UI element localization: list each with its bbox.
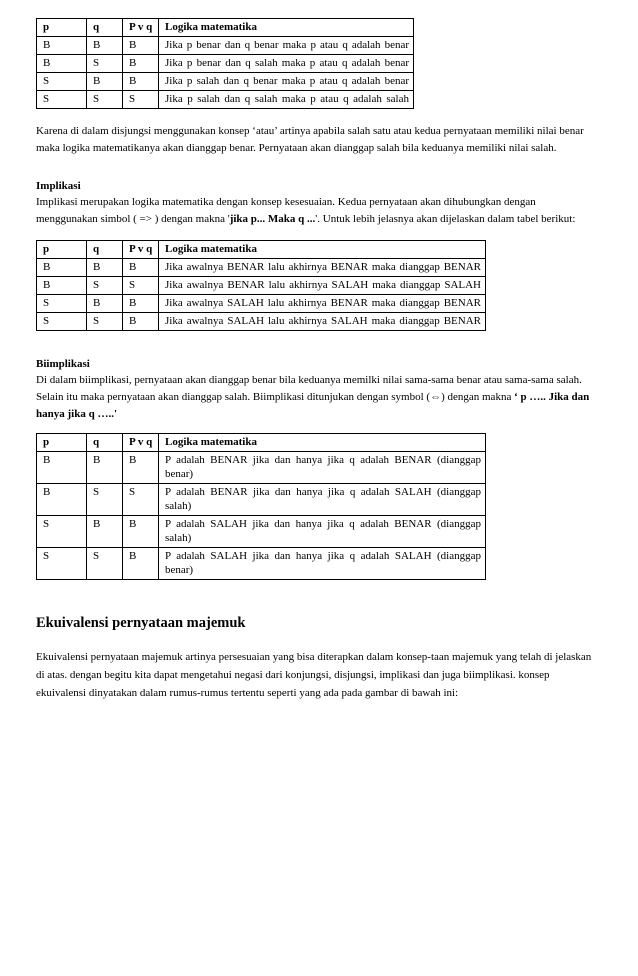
table-cell: S <box>37 91 87 109</box>
header-cell: q <box>87 19 123 37</box>
table-cell: Jika p benar dan q benar maka p atau q adalah benar <box>159 37 414 55</box>
table-row <box>37 91 414 109</box>
table-cell: B <box>123 313 159 331</box>
table-cell: B <box>37 259 87 277</box>
implikasi-bold-text: jika p... Maka q ... <box>229 213 316 225</box>
biimplikasi-text-mid: ) dengan makna <box>441 391 515 403</box>
table-row <box>37 37 414 55</box>
table-cell: B <box>87 259 123 277</box>
header-cell: Logika matematika <box>159 434 486 452</box>
table-cell: S <box>87 313 123 331</box>
table-cell: B <box>123 516 159 548</box>
table-row <box>37 484 486 516</box>
header-cell: p <box>37 19 87 37</box>
biimplikasi-paragraph <box>36 372 596 423</box>
table-cell: S <box>37 295 87 313</box>
table-cell: S <box>123 277 159 295</box>
table-cell: B <box>87 73 123 91</box>
table-cell: B <box>37 277 87 295</box>
table-cell: Jika awalnya SALAH lalu akhirnya SALAH maka dianggap BENAR <box>159 313 486 331</box>
ekuivalensi-heading: Ekuivalensi pernyataan majemuk <box>36 615 246 631</box>
table-cell: S <box>87 484 123 516</box>
table-cell: S <box>37 516 87 548</box>
table-cell: P adalah BENAR jika dan hanya jika q adalah BENAR (dianggap benar) <box>159 452 486 484</box>
table-row <box>37 55 414 73</box>
implikasi-heading: Implikasi <box>36 180 81 192</box>
implikasi-text-end: '. Untuk lebih jelasnya akan dijelaskan dalam tabel berikut: <box>315 213 576 225</box>
table-cell: B <box>123 37 159 55</box>
table-row <box>37 73 414 91</box>
biimplikasi-bold-text: ‘ p ….. Jika dan hanya jika q …..' <box>36 391 590 420</box>
table-header-row <box>37 19 414 37</box>
header-cell: p <box>37 241 87 259</box>
disjungsi-paragraph: Karena di dalam disjungsi menggunakan konsep ‘atau’ artinya apabila salah satu atau kedua pernyataan memiliki nilai benar maka logika matematikanya akan dianggap benar. Pernyataan akan dianggap salah bila keduanya memiliki nilai salah. <box>36 125 584 154</box>
table-cell: S <box>87 91 123 109</box>
table-row <box>37 548 486 580</box>
ekuivalensi-paragraph: Ekuivalensi pernyataan majemuk artinya persesuaian yang bisa diterapkan dalam konsep-taan majemuk yang telah di jelaskan di atas. dengan begitu kita dapat mengetahui negasi dari konjungsi, disjungsi, implikasi dan juga biimplikasi. konsep ekuivalensi dinyatakan dalam rumus-rumus tertentu seperti yang ada pada gambar di bawah ini: <box>36 651 592 699</box>
table-cell: B <box>87 452 123 484</box>
table-header-row <box>37 434 486 452</box>
header-cell: P v q <box>123 241 159 259</box>
implikasi-table <box>36 240 486 331</box>
table-cell: P adalah SALAH jika dan hanya jika q adalah BENAR (dianggap salah) <box>159 516 486 548</box>
implikasi-text: Implikasi merupakan logika matematika dengan konsep kesesuaian. Kedua pernyataan akan dihubungkan dengan menggunakan simbol ( => ) dengan makna ' <box>36 196 536 225</box>
table-cell: B <box>123 55 159 73</box>
table-cell: Jika p benar dan q salah maka p atau q adalah benar <box>159 55 414 73</box>
table-cell: P adalah SALAH jika dan hanya jika q adalah SALAH (dianggap benar) <box>159 548 486 580</box>
table-cell: B <box>123 295 159 313</box>
header-cell: q <box>87 434 123 452</box>
table-row <box>37 277 486 295</box>
document-page <box>36 18 596 702</box>
table-cell: S <box>37 73 87 91</box>
table-cell: Jika awalnya BENAR lalu akhirnya BENAR maka dianggap BENAR <box>159 259 486 277</box>
table-cell: Jika p salah dan q benar maka p atau q adalah benar <box>159 73 414 91</box>
table-row <box>37 516 486 548</box>
table-row <box>37 313 486 331</box>
table-cell: B <box>123 548 159 580</box>
table-cell: B <box>37 484 87 516</box>
table-cell: S <box>37 313 87 331</box>
implikasi-paragraph <box>36 194 596 228</box>
table-cell: B <box>123 452 159 484</box>
table-cell: B <box>123 73 159 91</box>
table-cell: B <box>87 516 123 548</box>
biimplikasi-symbol: ⇔ <box>430 391 442 403</box>
table-cell: B <box>37 37 87 55</box>
table-cell: B <box>123 259 159 277</box>
header-cell: p <box>37 434 87 452</box>
biimplikasi-text: Di dalam biimplikasi, pernyataan akan dianggap benar bila keduanya memilki nilai sama-sama benar atau sama-sama salah. Selain itu maka pernyataan akan dianggap salah. Biimplikasi ditunjukan dengan symbol ( <box>36 374 582 403</box>
table-row <box>37 452 486 484</box>
table-cell: B <box>87 295 123 313</box>
header-cell: P v q <box>123 19 159 37</box>
table-cell: Jika awalnya SALAH lalu akhirnya BENAR maka dianggap BENAR <box>159 295 486 313</box>
biimplikasi-table <box>36 433 486 580</box>
table-cell: S <box>87 548 123 580</box>
table-cell: S <box>37 548 87 580</box>
table-cell: S <box>87 55 123 73</box>
header-cell: P v q <box>123 434 159 452</box>
table-cell: S <box>87 277 123 295</box>
biimplikasi-heading: Biimplikasi <box>36 358 90 370</box>
header-cell: q <box>87 241 123 259</box>
table-cell: P adalah BENAR jika dan hanya jika q adalah SALAH (dianggap salah) <box>159 484 486 516</box>
header-cell: Logika matematika <box>159 241 486 259</box>
table-cell: S <box>123 484 159 516</box>
disjungsi-table <box>36 18 414 109</box>
table-cell: Jika awalnya BENAR lalu akhirnya SALAH maka dianggap SALAH <box>159 277 486 295</box>
table-cell: B <box>37 55 87 73</box>
table-row <box>37 259 486 277</box>
table-cell: S <box>123 91 159 109</box>
table-cell: B <box>87 37 123 55</box>
header-cell: Logika matematika <box>159 19 414 37</box>
table-cell: B <box>37 452 87 484</box>
table-row <box>37 295 486 313</box>
table-cell: Jika p salah dan q salah maka p atau q adalah salah <box>159 91 414 109</box>
table-header-row <box>37 241 486 259</box>
